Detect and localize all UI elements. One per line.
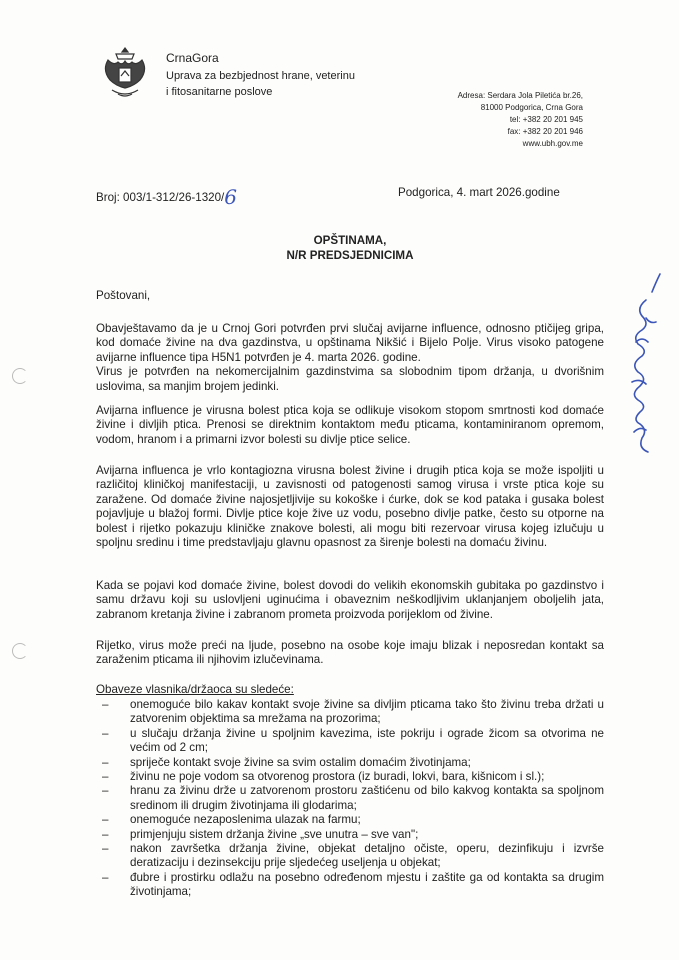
address-city: 81000 Podgorica, Crna Gora [480, 103, 583, 112]
list-item: – đubre i prostirku odlažu na posebno određenom mjestu i zaštite ga od kontakta sa drugim životinjama; [96, 871, 604, 900]
list-item: – onemoguće bilo kakav kontakt svoje živine sa divljim pticama tako što živinu treba držati u zatvorenim objektima sa mrežama na prozorima; [96, 698, 604, 727]
punch-hole-icon [12, 368, 28, 384]
paragraph-1 [96, 322, 604, 394]
list-item: – primjenjuju sistem držanja živine „sve unutra – sve van"; [96, 828, 604, 842]
org-name-line1: Uprava za bezbjednost hrane, veterinu [166, 70, 355, 82]
coat-of-arms-icon [98, 44, 152, 100]
salutation: Poštovani, [96, 289, 151, 302]
header-address [363, 90, 583, 150]
obligations-list [96, 698, 604, 900]
recipient-line2: N/R PREDSJEDNICIMA [286, 249, 414, 262]
punch-hole-icon [12, 643, 28, 659]
list-item: – nakon završetka držanja živine, objekat detaljno očiste, operu, dezinfikuju i izvrše deratizaciju i dezinsekciju prije sljedećeg useljenja u objekat; [96, 842, 604, 871]
paragraph-3: Avijarna influenca je vrlo kontagiozna virusna bolest živine i drugih ptica koja se može ispoljiti u različitoj kliničkoj manifestaciji, u zavisnosti od patogenosti samog virusa i vrste ptica koje su zaražene. Od domaće živine najosjetljivije su kokoške i ćurke, dok se kod pataka i gusaka bolest pojavljuje u blažoj formi. Divlje ptice koje žive uz vodu, posebno divlje patke, često su otporne na bolest i rijetko pokazuju kliničke znakove bolesti, ali mogu biti rezervoar virusa kojeg izlučuju u spoljnu sredinu i time predstavljaju glavnu opasnost za širenje bolesti na domaću živinu. [96, 464, 604, 550]
list-item: – spriječe kontakt svoje živine sa svim ostalim domaćim životinjama; [96, 756, 604, 770]
reference-text: Broj: 003/1-312/26-1320/ [96, 191, 225, 204]
list-item: – onemoguće nezaposlenima ulazak na farmu; [96, 813, 604, 827]
handwritten-signature [618, 262, 668, 462]
paragraph-1b-text: Virus je potvrđen na nekomercijalnim gazdinstvima sa slobodnim tipom držanja, u dvorišnim uslovima, sa manjim brojem jedinki. [96, 365, 604, 393]
list-item: – u slučaju držanja živine u spoljnim kavezima, iste pokriju i ograde žicom sa otvorima ne većim od 2 cm; [96, 727, 604, 756]
org-country: CrnaGora [166, 51, 219, 65]
paragraph-2: Avijarna influence je virusna bolest ptica koja se odlikuje visokom stopom smrtnosti kod domaće živine i divljih ptica. Prenosi se direktnim kontaktom među pticama, kontaminiranom opremom, vodom, hranom i a primarni izvor bolesti su divlje ptice selice. [96, 404, 604, 446]
org-name-line2: i fitosanitarne poslove [166, 86, 273, 98]
recipient-line1: OPŠTINAMA, [313, 234, 387, 247]
paragraph-4: Kada se pojavi kod domaće živine, bolest dovodi do velikih ekonomskih gubitaka po gazdinstvo i samu državu koji su uslovljeni uginućima i obaveznim neškodljivim uklanjanjem oboljelih jata, zabranom kretanja živine i zabranom prometa proizvoda porijeklom od živine. [96, 579, 604, 621]
list-item: – hranu za živinu drže u zatvorenom prostoru zaštićenu od bilo kakvog kontakta sa spoljnom sredinom ili drugim životinjama ili glodarima; [96, 784, 604, 813]
letter-date: Podgorica, 4. mart 2026.godine [398, 186, 560, 199]
reference-number [96, 182, 238, 209]
obligations-heading: Obaveze vlasnika/držaoca su sledeće: [96, 683, 294, 696]
address-fax: fax: +382 20 201 946 [507, 127, 583, 136]
paragraph-1-text: Obavještavamo da je u Crnoj Gori potvrđen prvi slučaj avijarne influence, odnosno ptičijeg gripa, kod domaće živine na dva gazdinstva, u opštinama Nikšić i Bijelo Polje. Virus visoko patogene avijarne influence tipa H5N1 potvrđen je 4. marta 2026. godine. [96, 322, 604, 364]
address-tel: tel: +382 20 201 945 [509, 115, 583, 124]
address-web: www.ubh.gov.me [522, 139, 583, 148]
list-item: – živinu ne poje vodom sa otvorenog prostora (iz buradi, lokvi, bara, kišnicom i sl.); [96, 770, 604, 784]
paragraph-5: Rijetko, virus može preći na ljude, posebno na osobe koje imaju blizak i neposredan kontakt sa zaraženim pticama ili njihovim izlučevinama. [96, 639, 604, 667]
address-street: Adresa: Serdara Jola Piletića br.26, [457, 91, 583, 100]
reference-handwritten: 6 [224, 185, 238, 209]
